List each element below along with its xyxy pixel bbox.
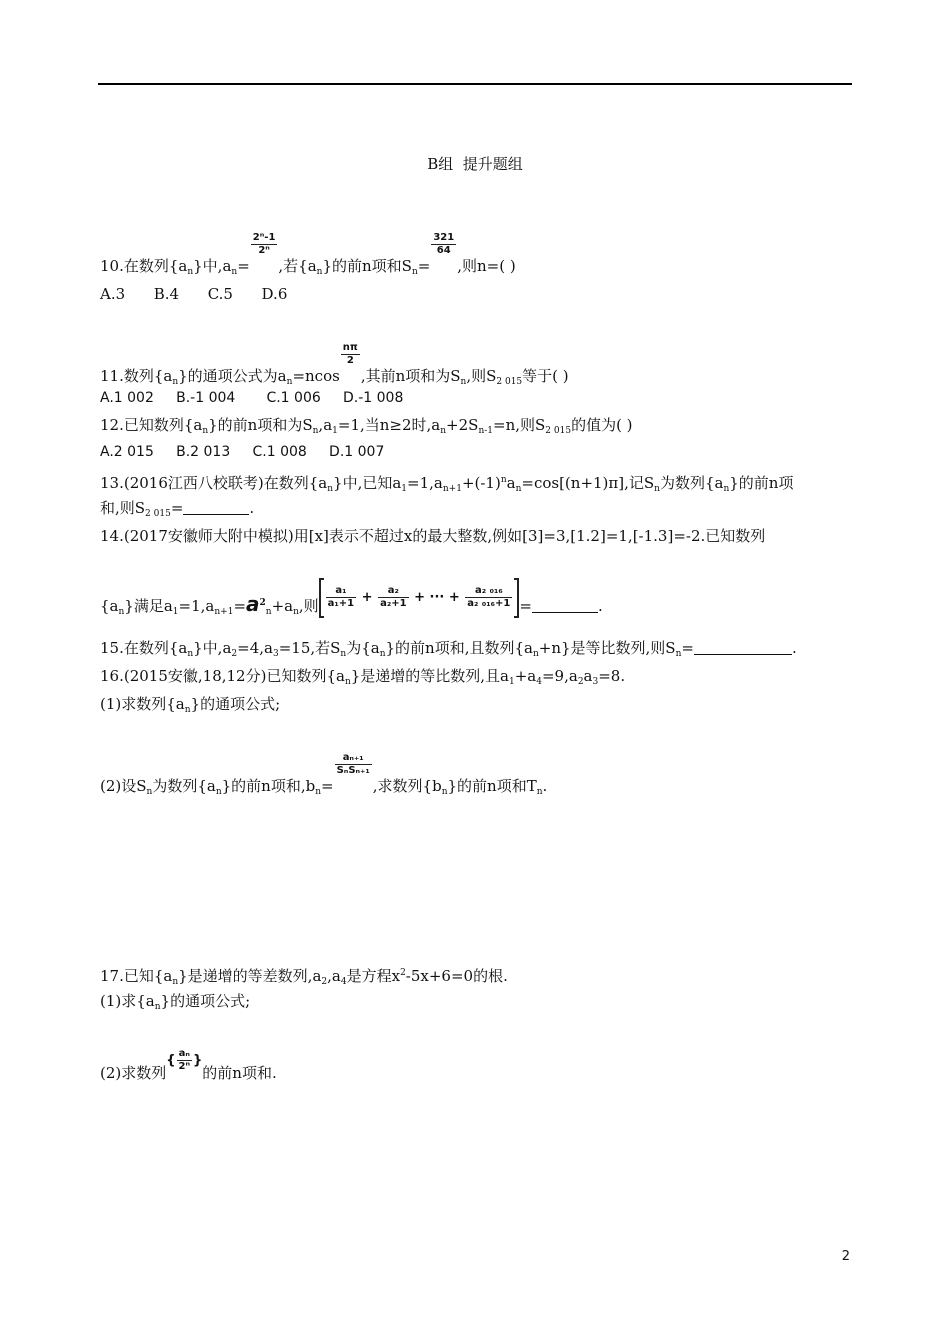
- fraction-sn: $\frac{321}{64}$: [433, 232, 455, 256]
- question-17-part-2: (2)求数列{ $\frac{\text{aₙ}}{\text{2ⁿ}}$ }的前n项和.: [100, 1048, 277, 1082]
- braced-fraction: { $\frac{\text{aₙ}}{\text{2ⁿ}}$ }: [166, 1048, 203, 1072]
- question-16-part-1: (1)求数列$\{a_n\}$的通项公式;: [100, 695, 281, 715]
- page-number: 2: [841, 1249, 850, 1264]
- fraction-bn: $\frac{\text{aₙ₊₁}}{\text{SₙSₙ₊₁}}$: [336, 752, 370, 776]
- question-10-options: A.3 B.4 C.5 D.6: [100, 285, 288, 303]
- question-14-line-1: 14.(2017安徽师大附中模拟)用[x]表示不超过x的最大整数,例如[3]=3,[1.2]=1,[-1.3]=-2.已知数列: [100, 527, 766, 545]
- answer-blank[interactable]: [183, 500, 249, 515]
- question-12: 12.已知数列$\{a_n\}$的前n项和为$S_n,a_1=1$,当n≥2时$,a_n+2S_{n-1}=n$,则$S_{2 015}$的值为( ): [100, 416, 633, 436]
- section-title: B组 提升题组: [427, 155, 523, 173]
- fraction-an: $\frac{\text{2ⁿ-1}}{\text{2ⁿ}}$: [252, 232, 276, 256]
- answer-blank[interactable]: [532, 598, 598, 613]
- question-13-line-2: 和,则$S_{2 015}=$ .: [100, 499, 255, 519]
- floor-bracket-expression: $\frac{\text{a₁}}{\text{a₁+1}}$ + $\frac{\text{a₂}}{\text{a₂+1}}$ + ··· + $\frac{\text{a₂ ₀₁₆}}{\text{a₂ ₀₁₆+1}}$: [319, 578, 520, 618]
- question-13-line-1: 13.(2016江西八校联考)在数列$\{a_n\}$中,已知$a_1=1,a_{n+1}+(-1)^na_n=\cos[(n+1)\pi]$,记$S_n$为数列$\{a_n\}$的前n项: [100, 474, 794, 494]
- header-rule: [98, 83, 852, 85]
- question-16-part-2: (2)设$S_n$为数列$\{a_n\}$的前n项和$,b_n=$ $\frac{\text{aₙ₊₁}}{\text{SₙSₙ₊₁}}$ ,求数列$\{b_n\}$的前n项和$T_n$.: [100, 752, 548, 797]
- question-11-options: A.1 002 B.-1 004 C.1 006 D.-1 008: [100, 390, 404, 406]
- question-12-options: A.2 015 B.2 013 C.1 008 D.1 007: [100, 444, 385, 460]
- question-15: 15.在数列$\{a_n\}$中$,a_2=4,a_3=15$,若$S_n$为$\{a_n\}$的前n项和,且数列$\{a_n+n\}$是等比数列,则$S_n=$ .: [100, 639, 797, 659]
- question-16: 16.(2015安徽,18,12分)已知数列$\{a_n\}$是递增的等比数列,且$a_1+a_4=9,a_2a_3=8$.: [100, 667, 626, 687]
- question-17: 17.已知$\{a_n\}$是递增的等差数列$,a_2,a_4$是方程$x^2-5x+6=0$的根.: [100, 967, 508, 987]
- question-17-part-1: (1)求$\{a_n\}$的通项公式;: [100, 992, 251, 1012]
- question-11: 11.数列$\{a_n\}$的通项公式为$a_n=ncos$ $\frac{n\pi}{2}$ ,其前n项和为$S_n$,则$S_{2 015}$等于( ): [100, 342, 569, 387]
- answer-blank[interactable]: [694, 640, 792, 655]
- fraction-cos-arg: $\frac{n\pi}{2}$: [342, 342, 358, 366]
- question-14-line-2: $\{a_n\}$满足$a_1=1,a_{n+1}=a^2_n+a_n$,则 $\frac{\text{a₁}}{\text{a₁+1}}$ + $\frac{\text{a₂}}{\text{a₂+1}}$ + ··· + $\frac{\text{a₂ ₀₁₆}}{\text{a₂ ₀₁₆+1}}$ = .: [100, 578, 603, 632]
- question-10: 10.在数列$\{a_n\}$中$,a_n=$ $\frac{\text{2ⁿ-1}}{\text{2ⁿ}}$ ,若$\{a_n\}$的前n项和$S_n=$ $\frac{321}{64}$ ,则n=( ): [100, 232, 516, 277]
